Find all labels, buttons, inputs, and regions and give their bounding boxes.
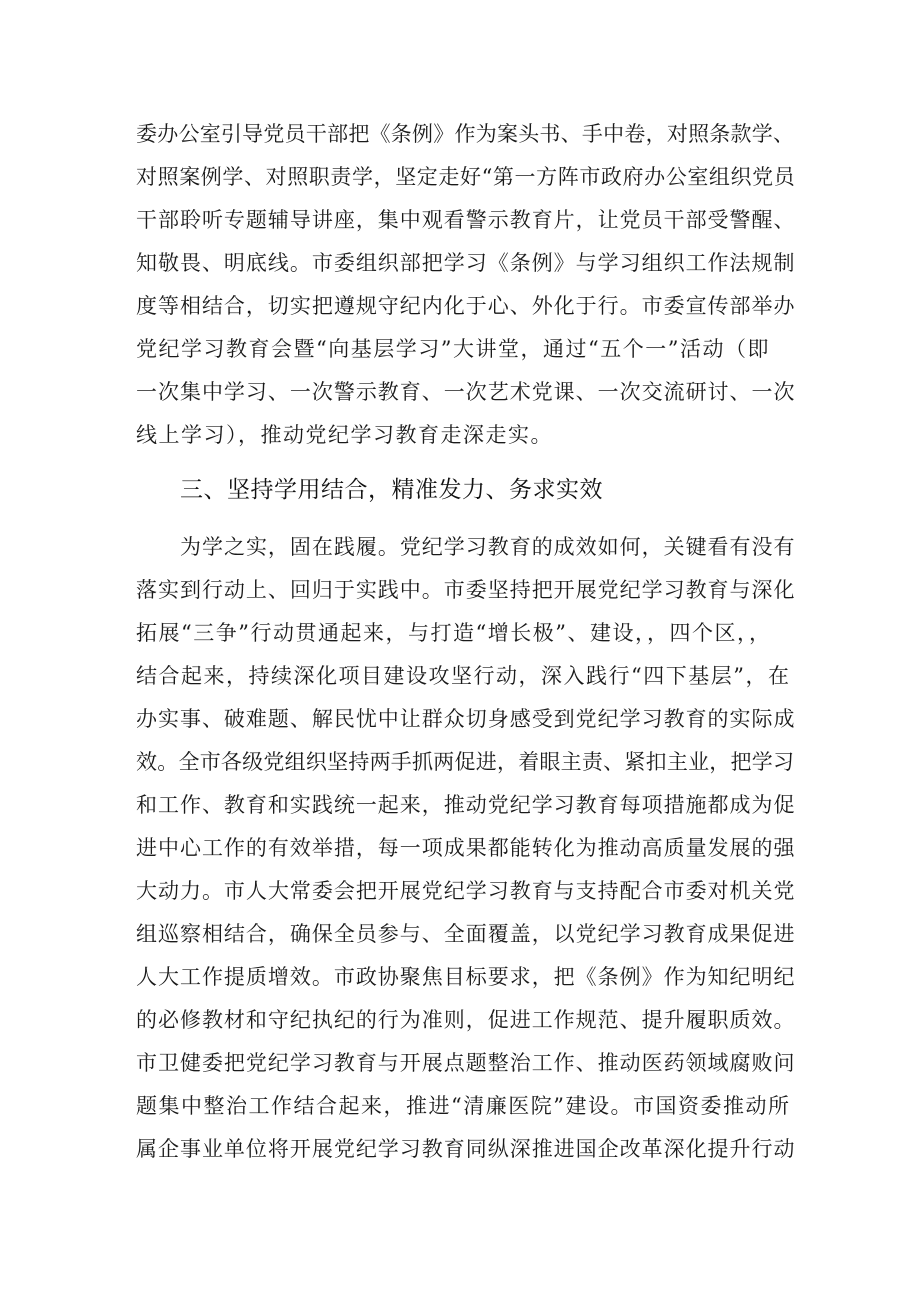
paragraph-line: 党纪学习教育会暨“向基层学习”大讲堂，通过“五个一”活动（即: [136, 337, 770, 361]
paragraph-line: 效。全市各级党组织坚持两手抓两促进，着眼主责、紧扣主业，把学习: [136, 750, 795, 774]
paragraph-line: 委办公室引导党员干部把《条例》作为案头书、手中卷，对照条款学、: [136, 122, 795, 146]
paragraph-line: 市卫健委把党纪学习教育与开展点题整治工作、推动医药领域腐败问: [136, 1051, 796, 1075]
paragraph-line: 拓展“三争”行动贯通起来，与打造“增长极”、建设，，四个区，，: [136, 621, 772, 645]
paragraph-line: 的必修教材和守纪执纪的行为准则，促进工作规范、提升履职质效。: [136, 1008, 796, 1032]
paragraph-line: 进中心工作的有效举措，每一项成果都能转化为推动高质量发展的强: [136, 836, 796, 860]
paragraph-line: 对照案例学、对照职责学，坚定走好“第一方阵市政府办公室组织党员: [136, 165, 796, 189]
paragraph-line: 一次集中学习、一次警示教育、一次艺术党课、一次交流研讨、一次: [136, 380, 796, 404]
section-heading: 三、坚持学用结合，精准发力、务求实效: [180, 477, 603, 503]
paragraph-line: 落实到行动上、回归于实践中。市委坚持把开展党纪学习教育与深化: [136, 578, 796, 602]
paragraph-line: 属企事业单位将开展党纪学习教育同纵深推进国企改革深化提升行动: [136, 1137, 796, 1161]
paragraph-line: 线上学习），推动党纪学习教育走深走实。: [136, 423, 553, 447]
paragraph-line: 大动力。市人大常委会把开展党纪学习教育与支持配合市委对机关党: [136, 879, 796, 903]
paragraph-line: 度等相结合，切实把遵规守纪内化于心、外化于行。市委宣传部举办: [136, 294, 796, 318]
paragraph-line: 办实事、破难题、解民忧中让群众切身感受到党纪学习教育的实际成: [136, 707, 796, 731]
paragraph-line: 结合起来，持续深化项目建设攻坚行动，深入践行“四下基层”，在: [136, 664, 791, 688]
paragraph-line: 组巡察相结合，确保全员参与、全面覆盖，以党纪学习教育成果促进: [136, 922, 796, 946]
paragraph-line: 干部聆听专题辅导讲座，集中观看警示教育片，让党员干部受警醒、: [136, 208, 796, 232]
paragraph-line: 题集中整治工作结合起来，推进“清廉医院”建设。市国资委推动所: [136, 1094, 791, 1118]
paragraph-line: 和工作、教育和实践统一起来，推动党纪学习教育每项措施都成为促: [136, 793, 796, 817]
paragraph-line: 人大工作提质增效。市政协聚焦目标要求，把《条例》作为知纪明纪: [136, 965, 796, 989]
paragraph-line: 知敬畏、明底线。市委组织部把学习《条例》与学习组织工作法规制: [136, 251, 796, 275]
paragraph-line: 为学之实，固在践履。党纪学习教育的成效如何，关键看有没有: [180, 535, 796, 559]
